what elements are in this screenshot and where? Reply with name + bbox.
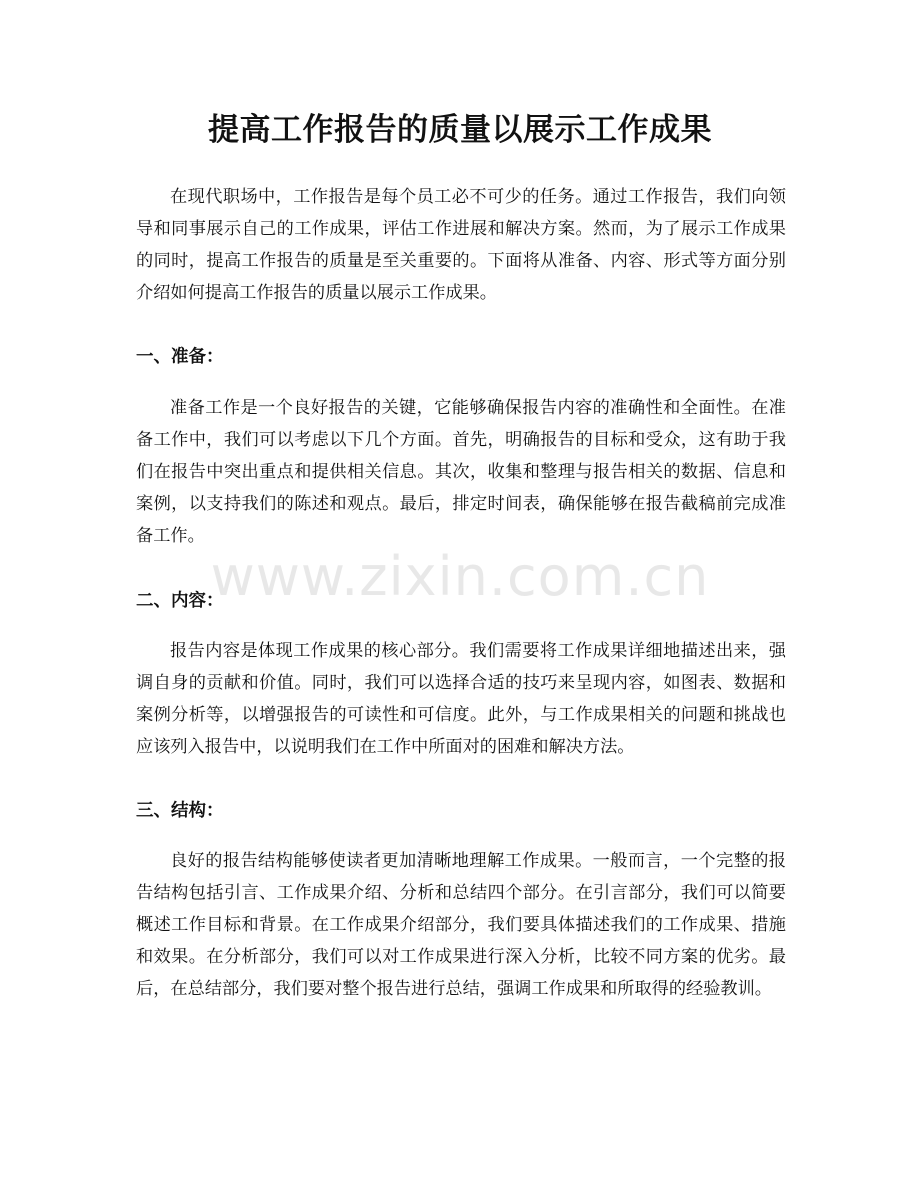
section-body-content: 报告内容是体现工作成果的核心部分。我们需要将工作成果详细地描述出来，强调自身的贡献和价值。同时，我们可以选择合适的技巧来呈现内容，如图表、数据和案例分析等，以增强报告的可读性和可信度。此外，与工作成果相关的问题和挑战也应该列入报告中，以说明我们在工作中所面对的困难和解决方法。 xyxy=(136,641,786,757)
watermark: www.zixin.com.cn xyxy=(210,545,710,608)
section-body-structure: 良好的报告结构能够使读者更加清晰地理解工作成果。一般而言，一个完整的报告结构包括引言、工作成果介绍、分析和总结四个部分。在引言部分，我们可以简要概述工作目标和背景。在工作成果介绍部分，我们要具体描述我们的工作成果、措施和效果。在分析部分，我们可以对工作成果进行深入分析，比较不同方案的优劣。最后，在总结部分，我们要对整个报告进行总结，强调工作成果和所取得的经验教训。 xyxy=(136,851,786,999)
section-heading-preparation: 一、准备： xyxy=(136,347,224,367)
document-title: 提高工作报告的质量以展示工作成果 xyxy=(208,112,712,148)
section-heading-structure: 三、结构： xyxy=(136,801,224,821)
section-body-preparation: 准备工作是一个良好报告的关键，它能够确保报告内容的准确性和全面性。在准备工作中，我们可以考虑以下几个方面。首先，明确报告的目标和受众，这有助于我们在报告中突出重点和提供相关信息。其次，收集和整理与报告相关的数据、信息和案例，以支持我们的陈述和观点。最后，排定时间表，确保能够在报告截稿前完成准备工作。 xyxy=(136,398,786,546)
intro-paragraph: 在现代职场中，工作报告是每个员工必不可少的任务。通过工作报告，我们向领导和同事展示自己的工作成果，评估工作进展和解决方案。然而，为了展示工作成果的同时，提高工作报告的质量是至关重要的。下面将从准备、内容、形式等方面分别介绍如何提高工作报告的质量以展示工作成果。 xyxy=(136,187,786,303)
section-heading-content: 二、内容： xyxy=(136,591,224,611)
